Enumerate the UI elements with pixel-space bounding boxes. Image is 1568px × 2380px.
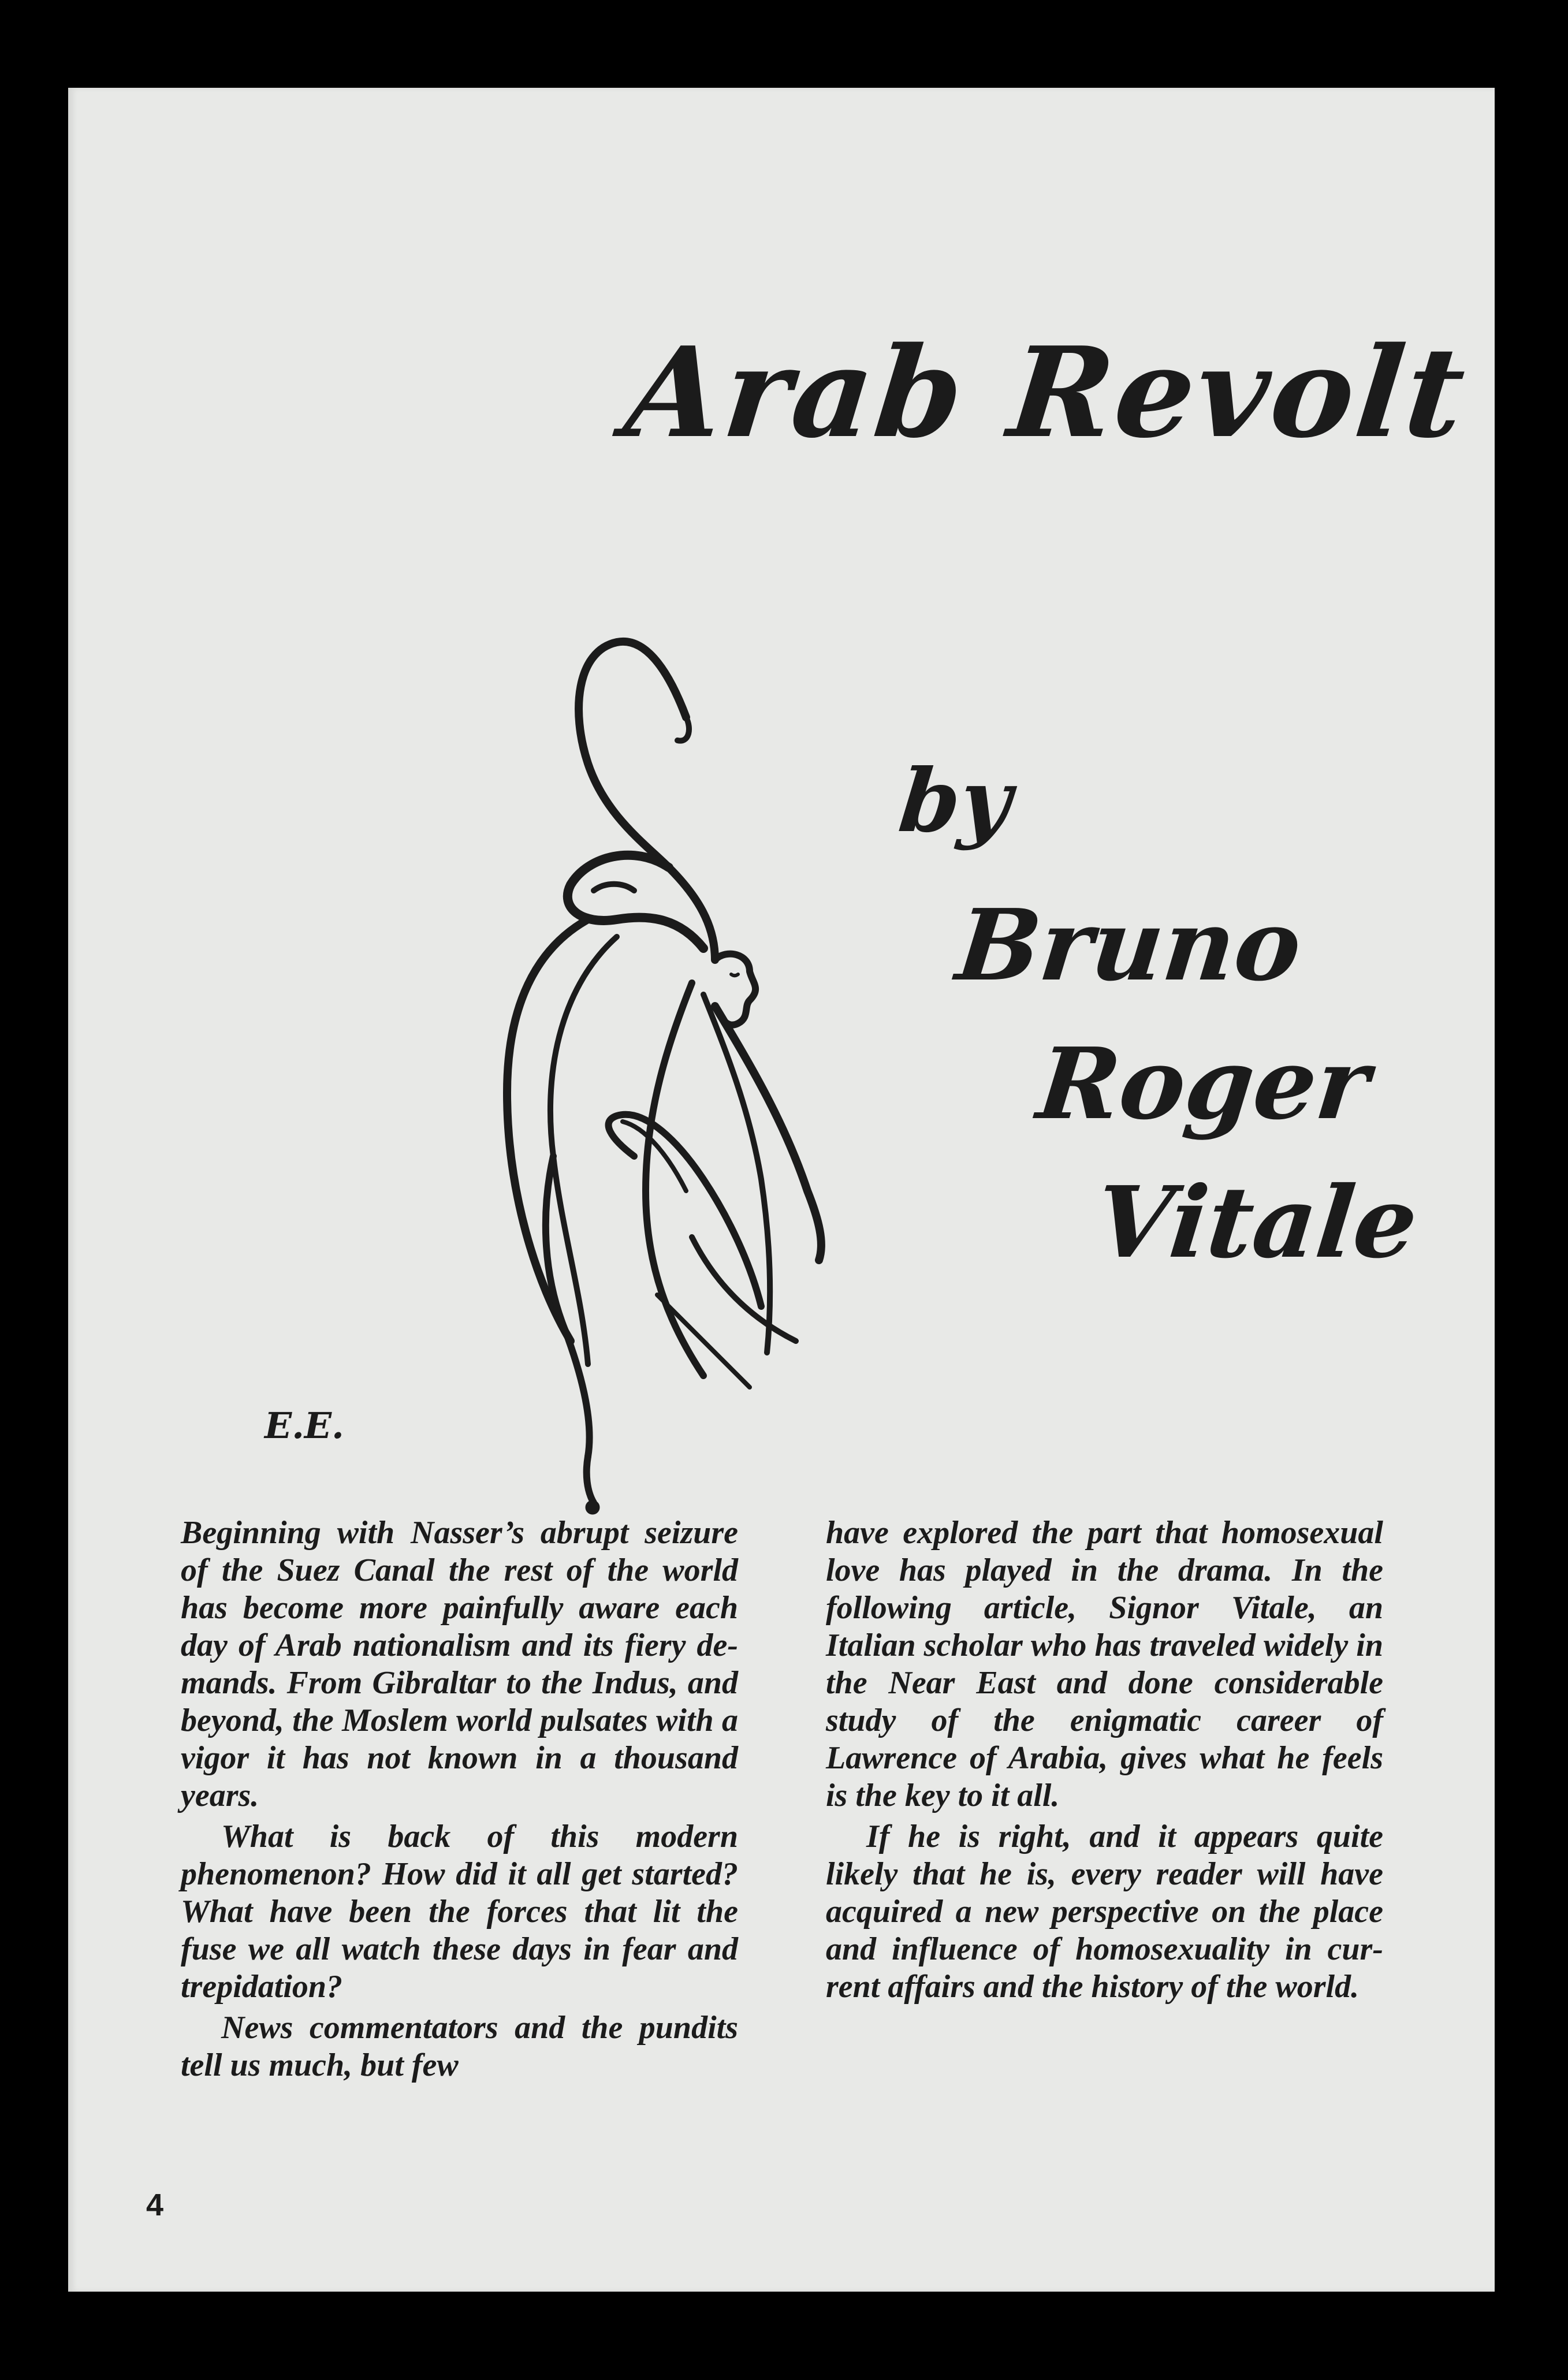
text-column-left bbox=[181, 1514, 738, 2084]
article-title: Arab Revolt bbox=[619, 319, 1474, 465]
robed-arab-figure-illustration bbox=[345, 544, 900, 1572]
paragraph: If he is right, and it appears quite likely that he is, every reader will have acquired a new perspective on the place and influence of homosexuality in current affairs and the history of the world. bbox=[826, 1819, 1383, 2005]
text-column-right bbox=[826, 1514, 1383, 2006]
author-first-name: Bruno bbox=[951, 888, 1307, 1003]
paragraph: News commentators and the pundits tell us much, but few bbox=[181, 2010, 738, 2083]
illustrator-signature: E.E. bbox=[265, 1405, 344, 1447]
page-number: 4 bbox=[146, 2188, 164, 2222]
author-last-name: Vitale bbox=[1090, 1165, 1423, 1280]
byline-by: by bbox=[894, 750, 1016, 852]
paragraph: have explored the part that homosexual love has played in the drama. In the following article, Signor Vitale, an Italian scholar who has traveled widely in the Near East and done considerable study of the enigmatic career of Lawrence of Arabia, gives what he feels is the key to it all. bbox=[826, 1515, 1383, 1813]
author-middle-name: Roger bbox=[1032, 1026, 1375, 1142]
paragraph: What is back of this modern phenomenon? How did it all get started? What have been the forces that lit the fuse we all watch these days in fear and trepidation? bbox=[181, 1819, 738, 2005]
paragraph: Beginning with Nasser’s abrupt seizure of the Suez Canal the rest of the world has become more painfully aware each day of Arab nationalism and its fiery demands. From Gibraltar to the Indus, and beyond, the Moslem world pulsates with a vigor it has not known in a thousand years. bbox=[181, 1515, 738, 1813]
magazine-page bbox=[68, 88, 1495, 2292]
